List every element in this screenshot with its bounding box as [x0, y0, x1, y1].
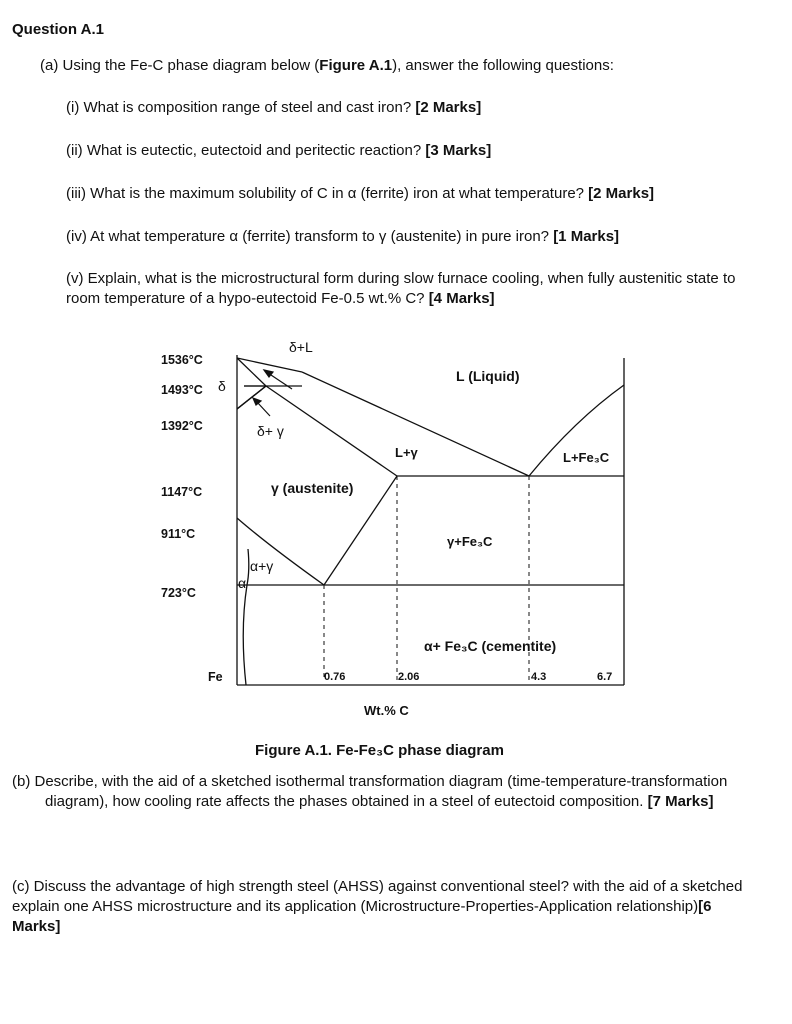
temp-label-1493: 1493°C: [161, 383, 203, 397]
part-b: [12, 772, 755, 812]
solidus: [266, 386, 397, 476]
question-heading: Question A.1: [12, 21, 104, 38]
phase-alpha-fe3c: α+ Fe₃C (cementite): [424, 638, 557, 654]
phase-delta: δ: [218, 378, 226, 394]
comp-label-4-3: 4.3: [531, 671, 547, 683]
phase-alpha-gamma: α+γ: [250, 558, 274, 574]
part-b-text: (b) Describe, with the aid of a sketched isothermal transformation diagram (time-temperature-transformation diagram), how cooling rate affects the phases obtained in a steel of eutectoid composition.: [12, 773, 728, 810]
part-a-intro-before: (a) Using the Fe-C phase diagram below (: [40, 57, 320, 74]
delta-region-boundary: [237, 358, 266, 409]
x-axis-label: Wt.% C: [364, 703, 409, 718]
phase-austenite: γ (austenite): [271, 480, 354, 496]
phase-l-fe3c: L+Fe₃C: [563, 450, 610, 465]
temp-label-723: 723°C: [161, 586, 196, 600]
temp-label-1536: 1536°C: [161, 353, 203, 367]
arrowhead-delta-gamma: [253, 398, 261, 405]
part-c-text: (c) Discuss the advantage of high strength steel (AHSS) against conventional steel? with the aid of a sketched explain one AHSS microstructure and its application (Microstructure-Properties-Application relationship): [12, 878, 743, 915]
comp-label-0-76: 0.76: [324, 671, 346, 683]
question-text: (v) Explain, what is the microstructural form during slow furnace cooling, when fully austenitic state to room temperature of a hypo-eutectoid Fe-0.5 wt.% C?: [66, 270, 736, 307]
temp-label-1392: 1392°C: [161, 419, 203, 433]
part-c-marks: [6 Marks]: [12, 898, 712, 935]
a3-line: [237, 518, 324, 585]
arrow-delta-gamma: [257, 402, 270, 416]
part-a-intro-after: ), answer the following questions:: [392, 57, 614, 74]
part-a-intro-figure-ref: Figure A.1: [319, 57, 393, 74]
alpha-solvus: [243, 585, 247, 685]
question-marks: [2 Marks]: [415, 99, 482, 116]
alpha-gamma-boundary: [247, 549, 249, 585]
phase-gamma-fe3c: γ+Fe₃C: [447, 534, 493, 549]
liquidus-hypo: [302, 372, 529, 476]
delta-l-liquidus: [237, 358, 302, 372]
fe-label: Fe: [208, 670, 223, 684]
temp-label-1147: 1147°C: [161, 485, 203, 499]
question-text: (i) What is composition range of steel and cast iron?: [66, 99, 416, 116]
comp-label-6-7: 6.7: [597, 671, 613, 683]
question-marks: [1 Marks]: [553, 228, 620, 245]
phase-l-gamma: L+γ: [395, 445, 418, 460]
phase-delta-l: δ+L: [289, 339, 313, 355]
question-text: (iv) At what temperature α (ferrite) transform to γ (austenite) in pure iron?: [66, 228, 554, 245]
phase-alpha: α: [238, 575, 247, 591]
temp-label-911: 911°C: [161, 527, 196, 541]
question-text: (iii) What is the maximum solubility of C in α (ferrite) iron at what temperature?: [66, 185, 589, 202]
part-c: [12, 877, 752, 937]
phase-liquid: L (Liquid): [456, 368, 520, 384]
question-marks: [4 Marks]: [428, 290, 495, 307]
comp-label-2-06: 2.06: [398, 671, 420, 683]
phase-delta-gamma: δ+ γ: [257, 423, 284, 439]
question-marks: [3 Marks]: [425, 142, 492, 159]
part-b-marks: [7 Marks]: [647, 793, 714, 810]
question-marks: [2 Marks]: [588, 185, 655, 202]
figure-caption: Figure A.1. Fe-Fe₃C phase diagram: [255, 742, 504, 759]
question-text: (ii) What is eutectic, eutectoid and peritectic reaction?: [66, 142, 426, 159]
